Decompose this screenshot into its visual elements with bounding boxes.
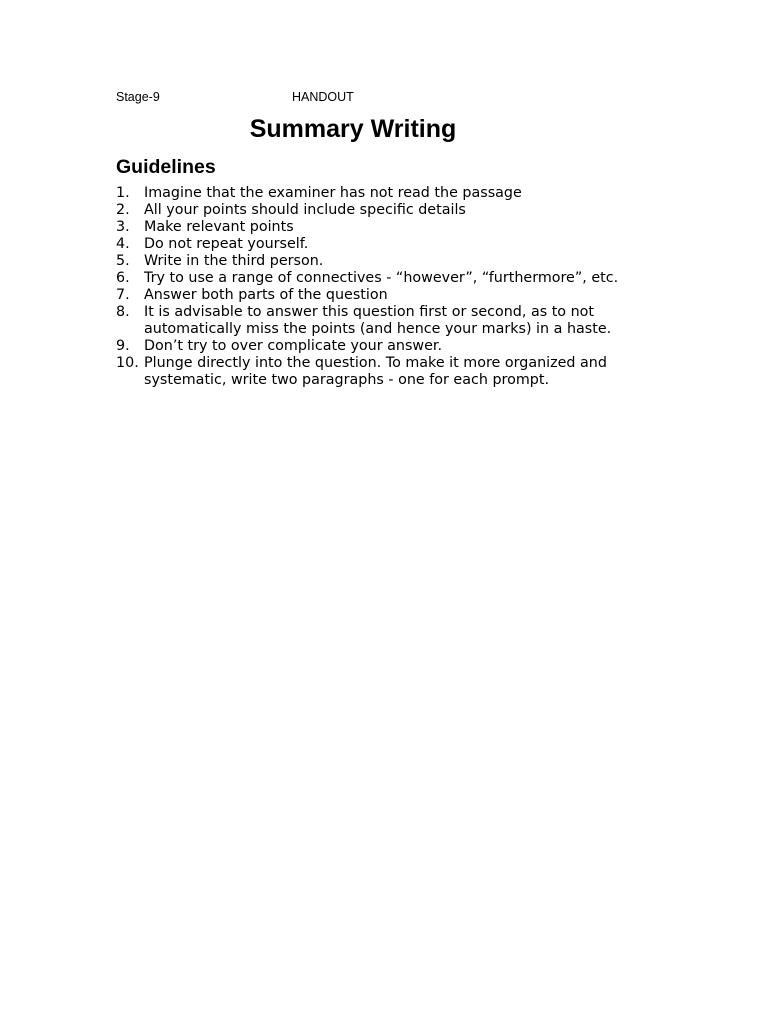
list-item-number: 8. [116, 304, 130, 320]
list-item-number: 9. [116, 338, 130, 354]
list-item [116, 304, 676, 338]
list-item-number: 3. [116, 219, 130, 235]
stage-label: Stage-9 [116, 90, 160, 104]
list-item-text: Don’t try to over complicate your answer. [144, 338, 443, 354]
list-item [116, 270, 676, 287]
list-item-text: It is advisable to answer this question first or second, as to not automatically miss the points (and hence your marks) in a haste. [144, 304, 612, 337]
list-item-text: All your points should include specific details [144, 202, 466, 218]
list-item [116, 219, 676, 236]
document-header [116, 89, 676, 105]
list-item-number: 5. [116, 253, 130, 269]
list-item-number: 6. [116, 270, 130, 286]
list-item [116, 185, 676, 202]
list-item-text: Try to use a range of connectives - “however”, “furthermore”, etc. [144, 270, 619, 286]
list-item-number: 10. [116, 355, 139, 371]
document-title: Summary Writing [249, 115, 457, 143]
list-item [116, 202, 676, 219]
list-item [116, 287, 676, 304]
list-item [116, 236, 676, 253]
list-item-number: 7. [116, 287, 130, 303]
list-item-number: 2. [116, 202, 130, 218]
list-item [116, 338, 676, 355]
list-item-number: 1. [116, 185, 130, 201]
list-item [116, 253, 676, 270]
list-item-text: Write in the third person. [144, 253, 324, 269]
list-item-text: Do not repeat yourself. [144, 236, 309, 252]
list-item-number: 4. [116, 236, 130, 252]
list-item-text: Answer both parts of the question [144, 287, 388, 303]
guidelines-heading: Guidelines [116, 156, 216, 178]
list-item-text: Imagine that the examiner has not read the passage [144, 185, 522, 201]
guidelines-list [116, 185, 676, 389]
handout-label: HANDOUT [292, 90, 354, 104]
list-item-text: Make relevant points [144, 219, 294, 235]
list-item-text: Plunge directly into the question. To make it more organized and systematic, write two paragraphs - one for each prompt. [144, 355, 607, 388]
list-item [116, 355, 676, 389]
